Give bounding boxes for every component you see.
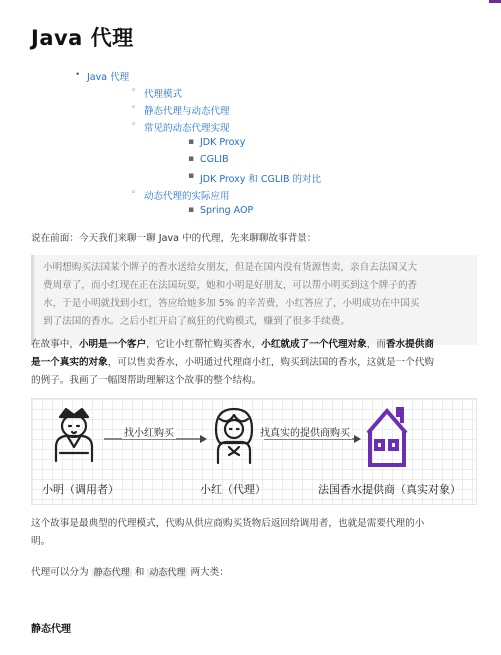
boy-avatar-icon [56,409,92,461]
toc-item-compare[interactable]: JDK Proxy 和 CGLIB 的对比 [200,174,322,185]
girl-avatar-icon [216,409,252,463]
toc-item-jdk-proxy[interactable]: JDK Proxy [200,137,246,148]
supplier-label: 法国香水提供商（真实对象） [318,483,461,496]
story-diagram [31,398,477,505]
bold-real-object: 是一个真实的对象 [31,357,108,368]
page-title: Java 代理 [31,26,134,50]
quote-line: 水，于是小明就找到小红，答应给她多加 5% 的辛苦费，小红答应了，小明成功在中国买 [43,298,420,309]
text-line: 的例子。我画了一幅图帮助理解这个故事的整个结构。 [31,375,262,386]
bold-proxy: 小红就成了一个代理对象 [261,339,367,350]
text-span: 代理可以分为 [31,567,89,578]
arrow-label-buy-from-supplier: 找真实的提供商购买 [258,424,352,439]
quote-line: 到了法国的香水。之后小红开启了疯狂的代购模式，赚到了很多手续费。 [43,316,350,327]
arrow-label-buy-from-proxy: 找小红购买 [122,424,176,439]
bold-supplier: 香水提供商 [385,339,434,350]
text-line: 明。 [31,536,51,547]
text-span: ，而 [366,339,386,350]
proxy-label: 小红（代理） [200,483,266,496]
toc-item-java-proxy[interactable]: Java 代理 [87,72,130,83]
text-span: 和 [134,567,145,578]
bullet-square: ▪ [188,171,195,181]
bullet-square: ▪ [188,137,195,147]
bold-customer: 小明是一个客户 [78,339,147,350]
intro-paragraph: 说在前面：今天我们来聊一聊 Java 中的代理，先来聊聊故事背景： [31,233,317,244]
text-line: 这个故事是最典型的代理模式，代购从供应商购买货物后返回给调用者，也就是需要代理的小 [31,518,425,529]
inline-code-static: 静态代理 [93,568,130,578]
story-paragraph [31,336,477,390]
bullet-circle: ◦ [131,120,137,130]
toc-item-static-dynamic[interactable]: 静态代理与动态代理 [144,106,230,117]
toc-item-proxy-pattern[interactable]: 代理模式 [144,89,183,100]
toc-item-common-impl[interactable]: 常见的动态代理实现 [144,123,230,134]
toc-item-application[interactable]: 动态代理的实际应用 [144,191,230,202]
accent-bar [489,0,501,3]
paragraph-typical [31,515,477,551]
bullet-square: ▪ [188,205,195,215]
house-icon [368,409,406,465]
story-quote [31,255,477,345]
inline-code-dynamic: 动态代理 [149,568,186,578]
text-span: ，可以售卖香水，小明通过代理商小红，购买到法国的香水，这就是一个代购 [107,357,434,368]
bullet-circle: ◦ [131,103,137,113]
quote-line: 费周章了，而小红现在正在法国玩耍，她和小明是好朋友，可以帮小明买到这个牌子的香 [43,280,418,291]
toc-item-cglib[interactable]: CGLIB [200,154,229,165]
customer-label: 小明（调用者） [42,483,119,496]
bullet-square: ▪ [188,154,195,164]
text-span: 在故事中， [31,339,79,350]
text-span: 两大类： [190,567,229,578]
bullet-circle: ◦ [131,188,137,198]
text-span: ，它让小红帮忙购买香水， [146,339,262,350]
bullet-circle: ◦ [131,86,137,96]
quote-line: 小明想购买法国某个牌子的香水送给女朋友，但是在国内没有货源售卖，亲自去法国又大 [43,262,418,273]
paragraph-categories [31,564,477,582]
bullet-disc: • [75,70,81,80]
section-heading-static-proxy: 静态代理 [31,624,71,635]
toc-item-spring-aop[interactable]: Spring AOP [200,205,254,216]
